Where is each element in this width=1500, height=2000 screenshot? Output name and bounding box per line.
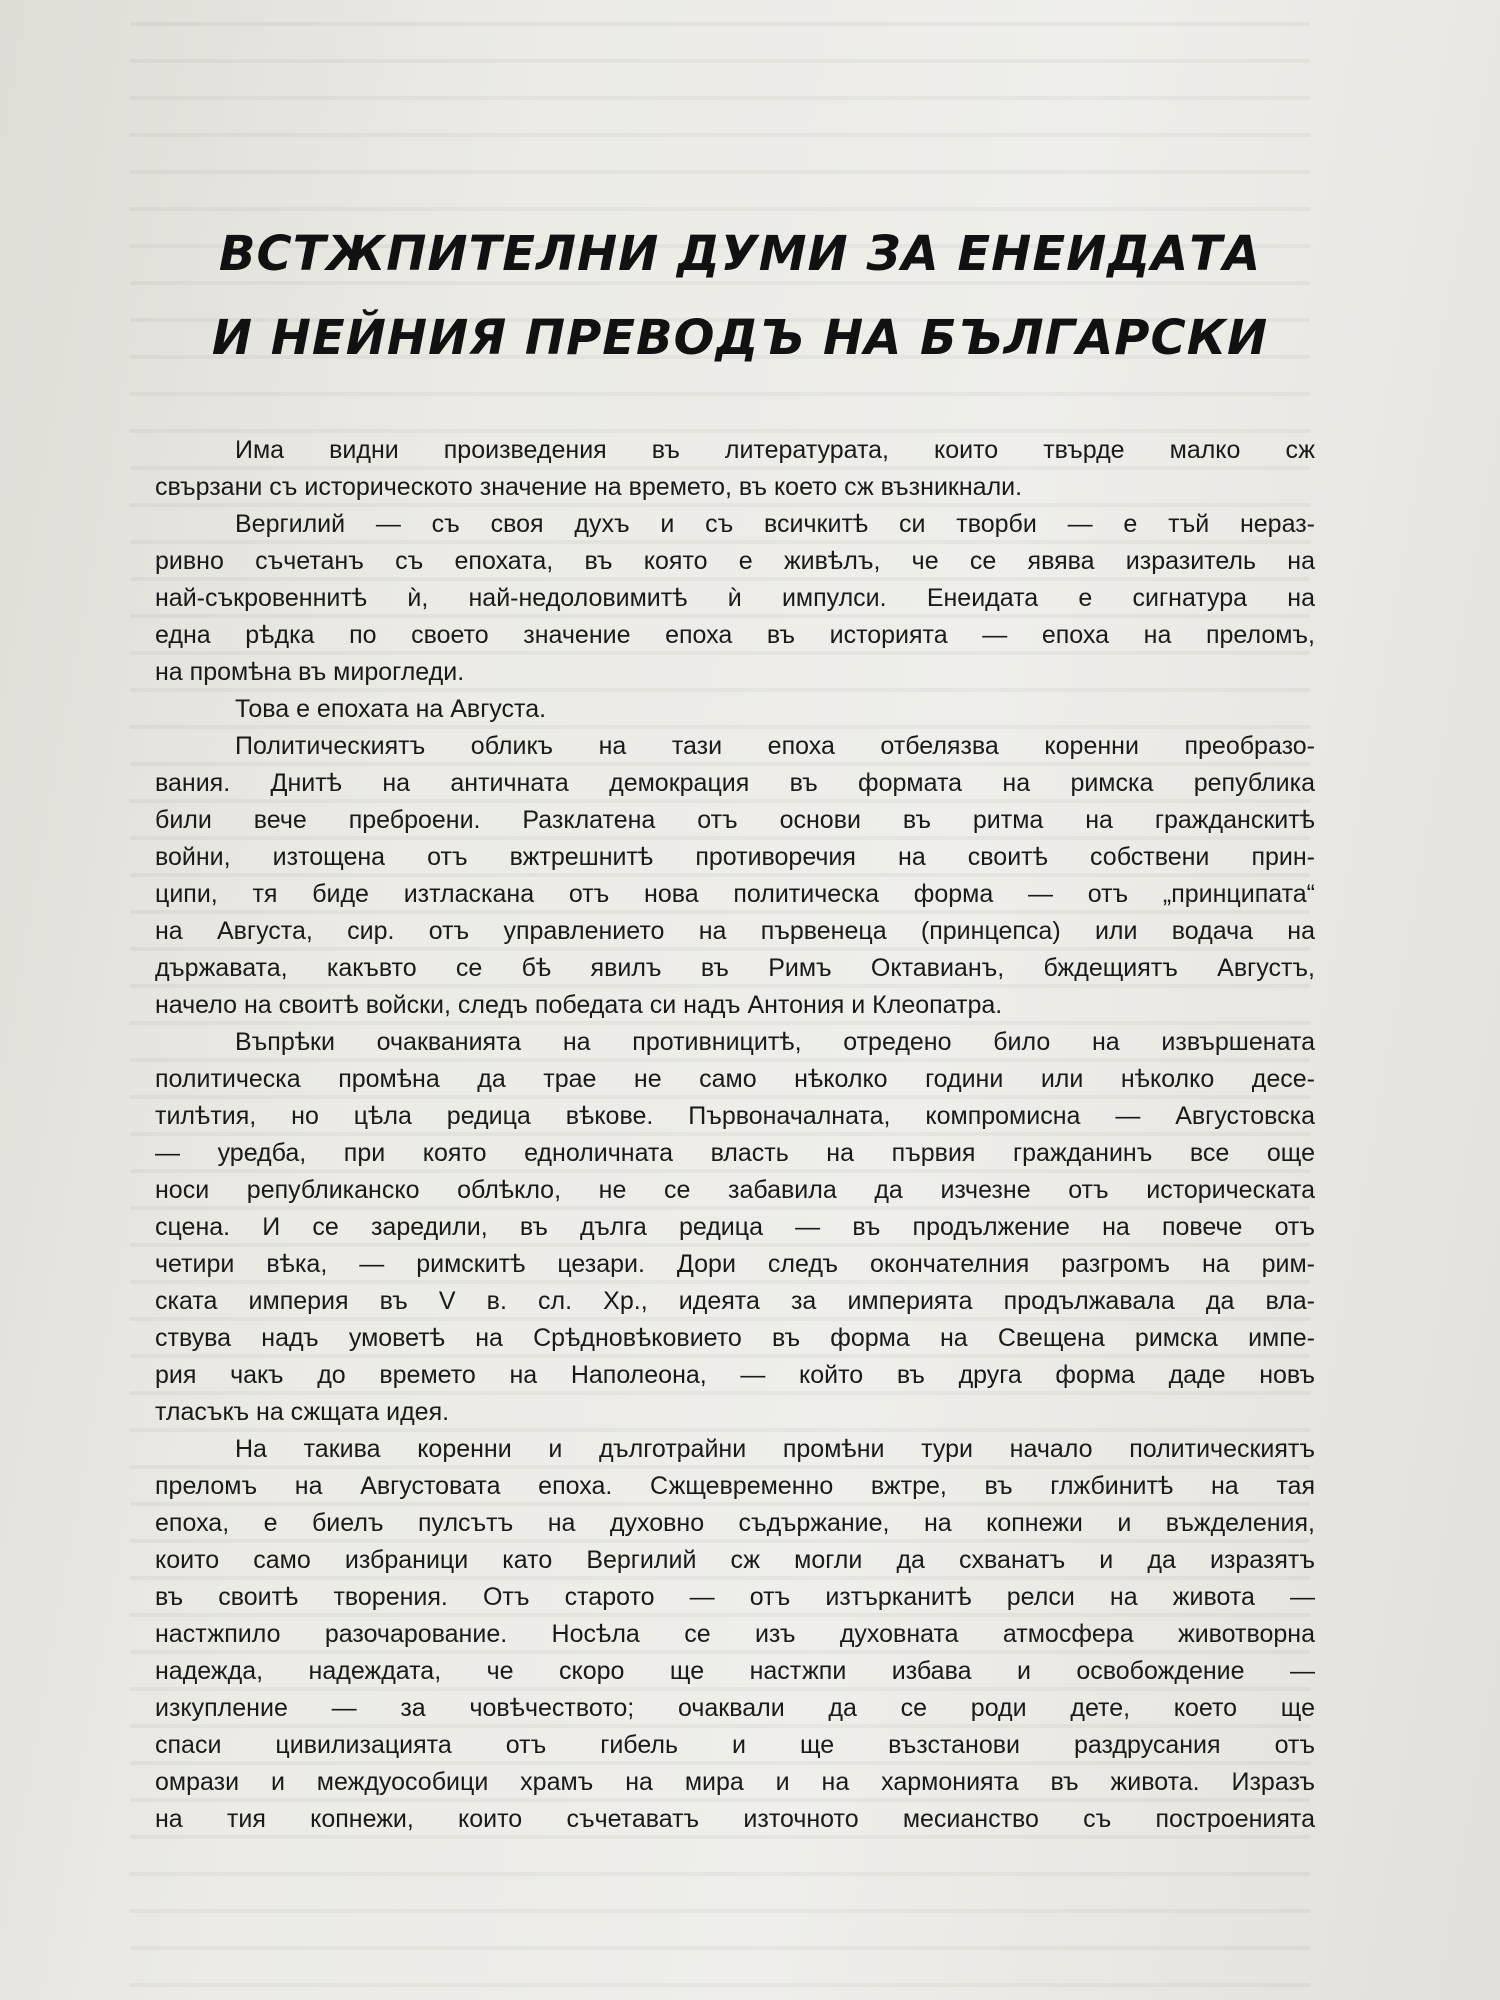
text-line: рия чакъ до времето на Наполеона, — който въ друга форма даде новъ (155, 1361, 1315, 1389)
text-line: най-съкровеннитѣ ѝ, най-недоловимитѣ ѝ импулси. Енеидата е сигнатура на (155, 584, 1315, 612)
text-line: една рѣдка по своето значение епоха въ историята — епоха на преломъ, (155, 621, 1315, 649)
text-line: въ своитѣ творения. Отъ старото — отъ изтърканитѣ релси на живота — (155, 1583, 1315, 1611)
text-line: ципи, тя биде изтласкана отъ нова политическа форма — отъ „принципата“ (155, 880, 1315, 908)
text-line: на тия копнежи, които съчетаватъ източното месианство съ построенията (155, 1805, 1315, 1833)
text-line: омрази и междуособици храмъ на мира и на хармонията въ живота. Изразъ (155, 1768, 1315, 1796)
text-line: държавата, какъвто се бѣ явилъ въ Римъ Октавианъ, бждещиятъ Августъ, (155, 954, 1315, 982)
text-line: преломъ на Августовата епоха. Сжщевременно вжтре, въ глжбинитѣ на тая (155, 1472, 1315, 1500)
title-line-1: ВСТЖПИТЕЛНИ ДУМИ ЗА ЕНЕИДАТА (218, 226, 1262, 282)
text-line: — уредба, при която едноличната власть на първия гражданинъ все още (155, 1139, 1315, 1167)
text-line: войни, изтощена отъ вжтрешнитѣ противоречия на своитѣ собствени прин- (155, 843, 1315, 871)
text-line: надежда, надеждата, че скоро ще настжпи избава и освобождение — (155, 1657, 1315, 1685)
text-line: на Августа, сир. отъ управлението на първенеца (принцепса) или водача на (155, 917, 1315, 945)
text-line: тилѣтия, но цѣла редица вѣкове. Първоначалната, компромисна — Августовска (155, 1102, 1315, 1130)
text-line: изкупление — за човѣчеството; очаквали да се роди дете, което ще (155, 1694, 1315, 1722)
text-line: На такива коренни и дълготрайни промѣни тури начало политическиятъ (235, 1435, 1315, 1463)
text-line: Политическиятъ обликъ на тази епоха отбелязва коренни преобразо- (235, 732, 1315, 760)
text-line: Има видни произведения въ литературата, които твърде малко сж (235, 436, 1315, 464)
text-line: Това е епохата на Августа. (235, 695, 547, 723)
text-line: епоха, е биелъ пулсътъ на духовно съдържание, на копнежи и въжделения, (155, 1509, 1315, 1537)
text-line: спаси цивилизацията отъ гибель и ще възстанови раздрусания отъ (155, 1731, 1315, 1759)
page-title (180, 212, 1300, 380)
text-line: ривно съчетанъ съ епохата, въ която е живѣлъ, че се явява изразитель на (155, 547, 1315, 575)
text-line: сцена. И се заредили, въ дълга редица — въ продължение на повече отъ (155, 1213, 1315, 1241)
text-line: свързани съ историческото значение на времето, въ което сж възникнали. (155, 473, 1023, 501)
text-line: политическа промѣна да трае не само нѣколко години или нѣколко десе- (155, 1065, 1315, 1093)
text-line: ствува надъ умоветѣ на Срѣдновѣковието въ форма на Свещена римска импе- (155, 1324, 1315, 1352)
text-line: били вече преброени. Разклатена отъ основи въ ритма на гражданскитѣ (155, 806, 1315, 834)
text-line: Въпрѣки очакванията на противницитѣ, отредено било на извършената (235, 1028, 1315, 1056)
text-line: на промѣна въ мирогледи. (155, 658, 465, 686)
text-line: носи републиканско облѣкло, не се забавила да изчезне отъ историческата (155, 1176, 1315, 1204)
title-line-2: И НЕЙНИЯ ПРЕВОДЪ НА БЪЛГАРСКИ (211, 310, 1269, 366)
text-line: вания. Днитѣ на античната демокрация въ формата на римска република (155, 769, 1315, 797)
body-text (155, 432, 1315, 1838)
text-line: начело на своитѣ войски, следъ победата си надъ Антония и Клеопатра. (155, 991, 1003, 1019)
text-line: които само избраници като Вергилий сж могли да схванатъ и да изразятъ (155, 1546, 1315, 1574)
text-line: ската империя въ V в. сл. Хр., идеята за империята продължавала да вла- (155, 1287, 1315, 1315)
text-line: настжпило разочарование. Носѣла се изъ духовната атмосфера животворна (155, 1620, 1315, 1648)
text-line: Вергилий — съ своя духъ и съ всичкитѣ си творби — е тъй нераз- (235, 510, 1315, 538)
text-line: тласъкъ на сжщата идея. (155, 1398, 450, 1426)
text-line: четири вѣка, — римскитѣ цезари. Дори следъ окончателния разгромъ на рим- (155, 1250, 1315, 1278)
